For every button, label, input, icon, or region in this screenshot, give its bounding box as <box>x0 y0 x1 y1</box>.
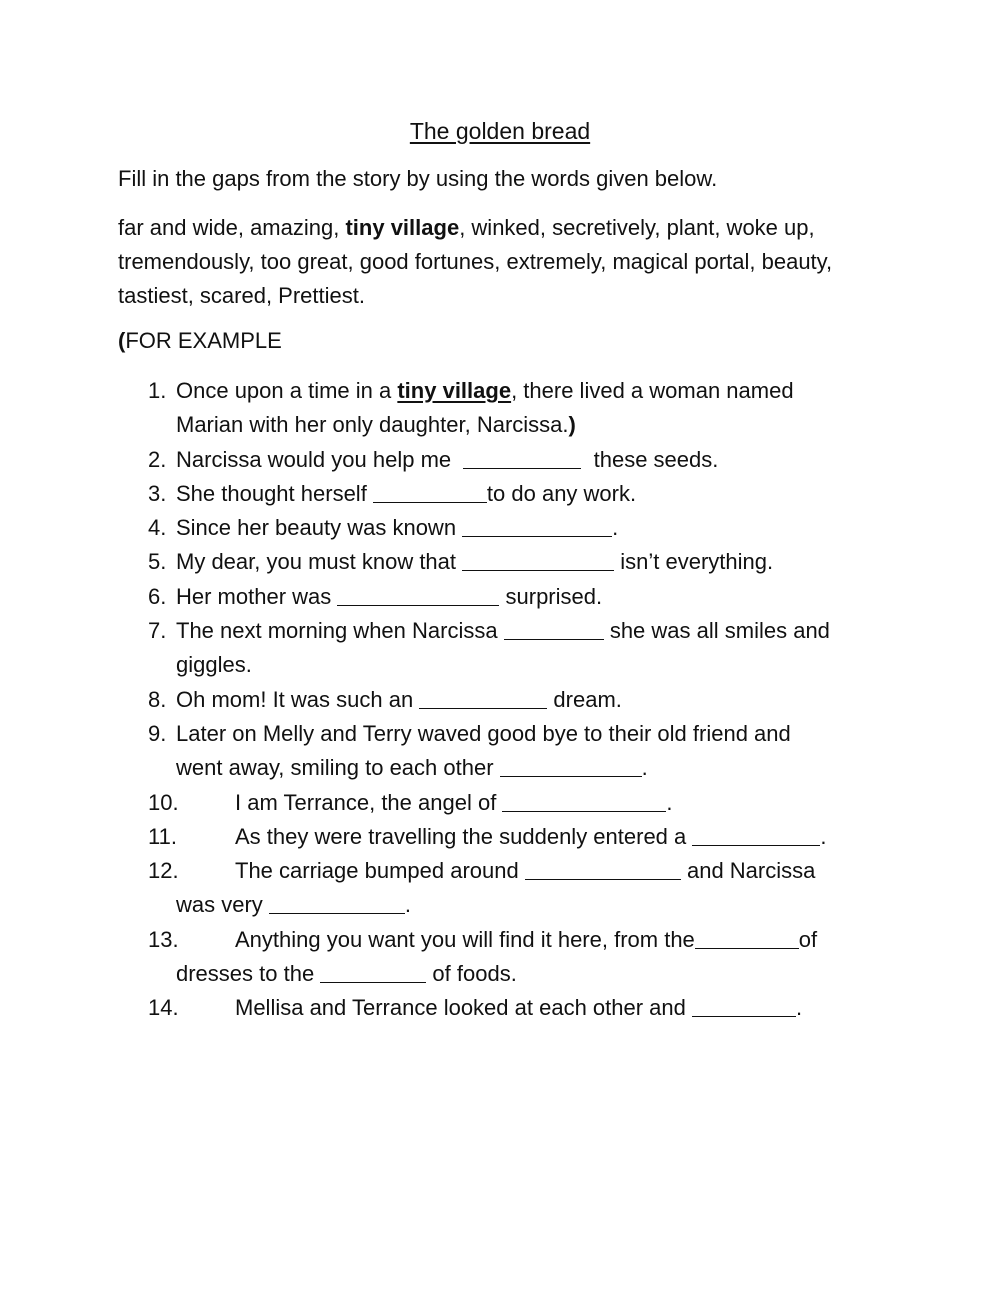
question-number: 7. <box>148 618 167 644</box>
question-number: 2. <box>148 446 167 472</box>
question-text <box>235 820 878 854</box>
question-text-part: . <box>641 755 648 781</box>
question-text-part: to do any work. <box>486 480 637 506</box>
answer-blank[interactable] <box>692 823 820 846</box>
question-text <box>176 374 878 443</box>
question-text-part: Oh mom! It was such an <box>176 686 420 712</box>
question-number: 8. <box>148 686 167 712</box>
question-text-part: . <box>666 789 673 815</box>
question-text-part: and Narcissa <box>680 858 816 884</box>
question-item <box>148 820 878 854</box>
word-bank-part-1: far and wide, amazing, <box>118 215 346 240</box>
question-text-part: giggles. <box>176 652 252 678</box>
question-text-part: The next morning when Narcissa <box>176 618 504 644</box>
answer-blank[interactable] <box>500 754 642 777</box>
example-answer: tiny village <box>397 378 512 403</box>
instructions: Fill in the gaps from the story by using the words given below. <box>118 166 718 191</box>
example-close-paren: ) <box>568 412 576 438</box>
question-text-part: She thought herself <box>176 480 373 506</box>
answer-blank[interactable] <box>269 891 405 914</box>
question-text-part: . <box>404 892 412 918</box>
question-item <box>148 923 878 957</box>
question-text-part: My dear, you must know that <box>176 549 463 575</box>
answer-blank[interactable] <box>337 583 499 606</box>
answer-blank[interactable] <box>373 480 487 503</box>
question-text-part: surprised. <box>499 583 603 609</box>
answer-blank[interactable] <box>695 926 799 949</box>
answer-blank[interactable] <box>320 960 426 983</box>
question-continuation <box>148 888 878 922</box>
answer-blank[interactable] <box>504 617 604 640</box>
question-text-part: Mellisa and Terrance looked at each other and <box>235 995 692 1021</box>
question-continuation <box>148 957 878 991</box>
question-text <box>176 477 878 511</box>
question-number: 9. <box>148 720 167 746</box>
question-text <box>176 511 878 545</box>
question-text-part: The carriage bumped around <box>235 858 525 884</box>
question-text-part: Once upon a time in a <box>176 378 398 403</box>
question-item <box>148 854 878 888</box>
answer-blank[interactable] <box>462 514 612 537</box>
question-number: 3. <box>148 480 167 506</box>
question-text-part: As they were travelling the suddenly entered a <box>235 823 693 849</box>
question-number: 4. <box>148 515 167 541</box>
question-text-part: she was all smiles and <box>603 618 830 644</box>
word-bank <box>118 211 888 313</box>
question-item <box>148 683 878 717</box>
example-label <box>118 328 282 354</box>
question-text-part: of <box>798 926 818 952</box>
word-bank-bold-word: tiny village <box>345 215 460 240</box>
question-number: 1. <box>148 378 167 403</box>
question-text-part: Marian with her only daughter, Narcissa. <box>176 412 569 438</box>
question-text-part: dream. <box>547 686 622 712</box>
question-text <box>176 580 878 614</box>
question-item <box>148 991 878 1025</box>
question-item <box>148 717 878 786</box>
question-text <box>235 786 878 820</box>
question-item <box>148 545 878 579</box>
question-text <box>176 614 878 683</box>
question-text <box>176 545 878 579</box>
question-number: 11. <box>148 823 177 849</box>
question-item <box>148 511 878 545</box>
question-text-part: dresses to the <box>176 961 321 987</box>
question-text <box>235 854 878 888</box>
question-text <box>176 717 878 786</box>
question-text-part: of foods. <box>426 961 517 987</box>
question-item <box>148 614 878 683</box>
answer-blank[interactable] <box>463 446 581 469</box>
question-number: 6. <box>148 583 167 609</box>
example-label-text: FOR EXAMPLE <box>125 328 282 353</box>
example-open-paren: ( <box>118 328 126 353</box>
question-text <box>176 683 878 717</box>
answer-blank[interactable] <box>525 857 681 880</box>
answer-blank[interactable] <box>502 789 666 812</box>
question-number: 13. <box>148 926 179 952</box>
question-item <box>148 374 878 443</box>
question-text-part: . <box>796 995 803 1021</box>
question-text <box>176 443 878 477</box>
question-text-part: . <box>612 515 619 541</box>
question-item <box>148 580 878 614</box>
question-text-part: these seeds. <box>587 446 719 472</box>
question-text-part: I am Terrance, the angel of <box>235 789 503 815</box>
answer-blank[interactable] <box>419 686 547 709</box>
question-text <box>235 923 878 957</box>
worksheet-title: The golden bread <box>409 118 591 144</box>
question-text-part: Later on Melly and Terry waved good bye to their old friend and <box>176 720 791 746</box>
question-text-part: , there lived a woman named <box>511 378 794 403</box>
question-text-part: . <box>820 823 827 849</box>
answer-blank[interactable] <box>462 548 614 571</box>
question-number: 10. <box>148 789 179 815</box>
question-item <box>148 786 878 820</box>
word-bank-part-2: , winked, secretively, plant, woke up, tremendously, too great, good fortunes, extremely, magical portal, beauty, tastiest, scared, Prettiest. <box>118 215 833 308</box>
question-text-part: Narcissa would you help me <box>176 446 458 472</box>
question-text-part: was very <box>176 892 269 918</box>
question-number: 5. <box>148 549 167 575</box>
question-text-part: Since her beauty was known <box>176 515 463 541</box>
question-text-part: Anything you want you will find it here, from the <box>235 926 695 952</box>
question-text-part: Her mother was <box>176 583 338 609</box>
question-list <box>148 374 878 1026</box>
question-item <box>148 443 878 477</box>
question-number: 14. <box>148 995 179 1021</box>
question-item <box>148 477 878 511</box>
answer-blank[interactable] <box>692 994 796 1017</box>
question-text-part: went away, smiling to each other <box>176 755 500 781</box>
question-text <box>235 991 878 1025</box>
question-text-part: isn’t everything. <box>614 549 774 575</box>
question-number: 12. <box>148 858 179 884</box>
